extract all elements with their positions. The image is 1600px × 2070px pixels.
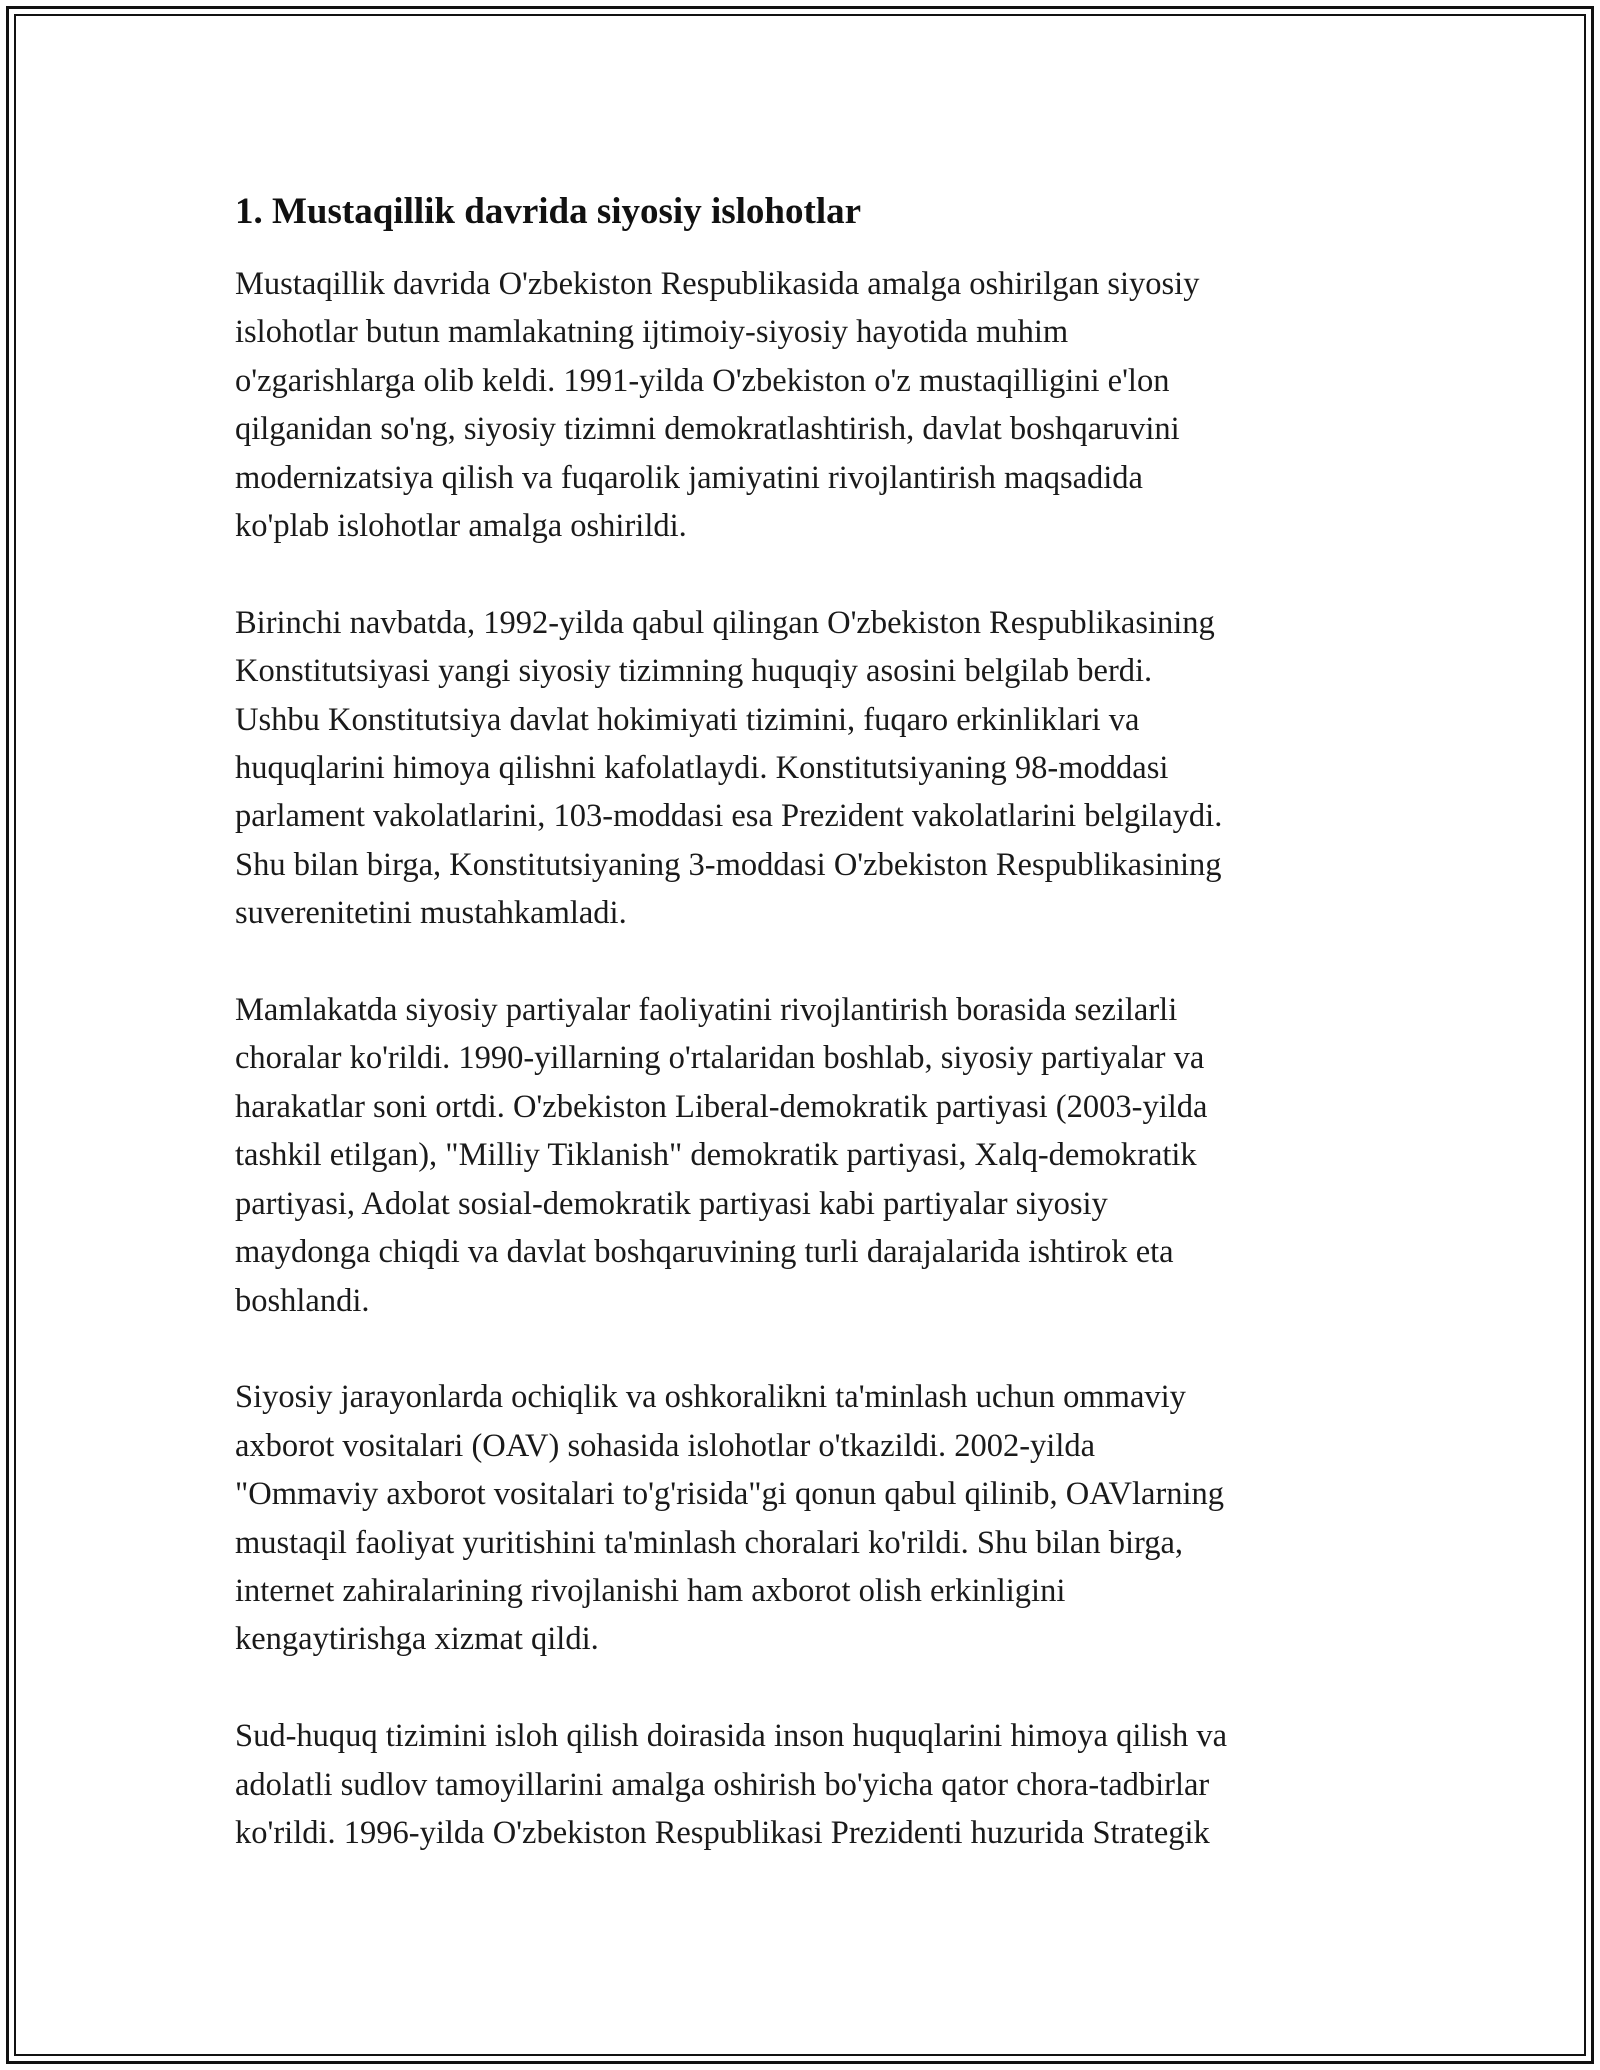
paragraph-line: mustaqil faoliyat yuritishini ta'minlash choralari ko'rildi. Shu bilan birga, (235, 1524, 1184, 1561)
paragraph-line: "Ommaviy axborot vositalari to'g'risida"gi qonun qabul qilinib, OAVlarning (235, 1476, 1225, 1513)
paragraph (235, 599, 1365, 938)
paragraph-line: huquqlarini himoya qilishni kafolatlaydi. Konstitutsiyaning 98-moddasi (235, 750, 1169, 787)
paragraph-line: Mamlakatda siyosiy partiyalar faoliyatini rivojlantirish borasida sezilarli (235, 992, 1178, 1029)
paragraph-line: Birinchi navbatda, 1992-yilda qabul qilingan O'zbekiston Respublikasining (235, 604, 1215, 641)
paragraph-line: Konstitutsiyasi yangi siyosiy tizimning huquqiy asosini belgilab berdi. (235, 653, 1153, 690)
paragraph-line: Shu bilan birga, Konstitutsiyaning 3-moddasi O'zbekiston Respublikasining (235, 846, 1222, 883)
paragraph-list (235, 260, 1365, 1857)
paragraph (235, 986, 1365, 1325)
paragraph-line: Sud-huquq tizimini isloh qilish doirasida inson huquqlarini himoya qilish va (235, 1718, 1228, 1755)
paragraph (235, 1373, 1365, 1663)
paragraph-line: modernizatsiya qilish va fuqarolik jamiyatini rivojlantirish maqsadida (235, 459, 1143, 496)
paragraph-line: o'zgarishlarga olib keldi. 1991-yilda O'zbekiston o'z mustaqilligini e'lon (235, 362, 1170, 399)
paragraph-line: maydonga chiqdi va davlat boshqaruvining turli darajalarida ishtirok eta (235, 1234, 1174, 1271)
paragraph-line: tashkil etilgan), "Milliy Tiklanish" demokratik partiyasi, Xalq-demokratik (235, 1137, 1197, 1174)
paragraph-line: qilganidan so'ng, siyosiy tizimni demokratlashtirish, davlat boshqaruvini (235, 411, 1180, 448)
paragraph-line: Ushbu Konstitutsiya davlat hokimiyati tizimini, fuqaro erkinliklari va (235, 701, 1140, 738)
paragraph-line: Siyosiy jarayonlarda ochiqlik va oshkoralikni ta'minlash uchun ommaviy (235, 1379, 1186, 1416)
paragraph-line: partiyasi, Adolat sosial-demokratik partiyasi kabi partiyalar siyosiy (235, 1185, 1108, 1222)
paragraph-line: islohotlar butun mamlakatning ijtimoiy-siyosiy hayotida muhim (235, 314, 1069, 351)
paragraph-line: axborot vositalari (OAV) sohasida islohotlar o'tkazildi. 2002-yilda (235, 1427, 1096, 1464)
paragraph-line: adolatli sudlov tamoyillarini amalga oshirish bo'yicha qator chora-tadbirlar (235, 1766, 1210, 1803)
document-body (235, 190, 1365, 1906)
paragraph (235, 260, 1365, 550)
paragraph-line: boshlandi. (235, 1282, 370, 1319)
paragraph-line: kengaytirishga xizmat qildi. (235, 1621, 599, 1658)
paragraph-line: ko'rildi. 1996-yilda O'zbekiston Respublikasi Prezidenti huzurida Strategik (235, 1814, 1210, 1851)
paragraph-line: Mustaqillik davrida O'zbekiston Respublikasida amalga oshirilgan siyosiy (235, 266, 1200, 302)
paragraph-line: suverenitetini mustahkamladi. (235, 895, 627, 932)
paragraph-line: harakatlar soni ortdi. O'zbekiston Liberal-demokratik partiyasi (2003-yilda (235, 1088, 1208, 1125)
paragraph-line: internet zahiralarining rivojlanishi ham axborot olish erkinligini (235, 1572, 1066, 1609)
paragraph-line: ko'plab islohotlar amalga oshirildi. (235, 508, 687, 545)
paragraph-line: parlament vakolatlarini, 103-moddasi esa Prezident vakolatlarini belgilaydi. (235, 798, 1223, 835)
section-heading: 1. Mustaqillik davrida siyosiy islohotlar (235, 191, 862, 232)
paragraph-line: choralar ko'rildi. 1990-yillarning o'rtalaridan boshlab, siyosiy partiyalar va (235, 1040, 1205, 1077)
paragraph (235, 1712, 1365, 1857)
